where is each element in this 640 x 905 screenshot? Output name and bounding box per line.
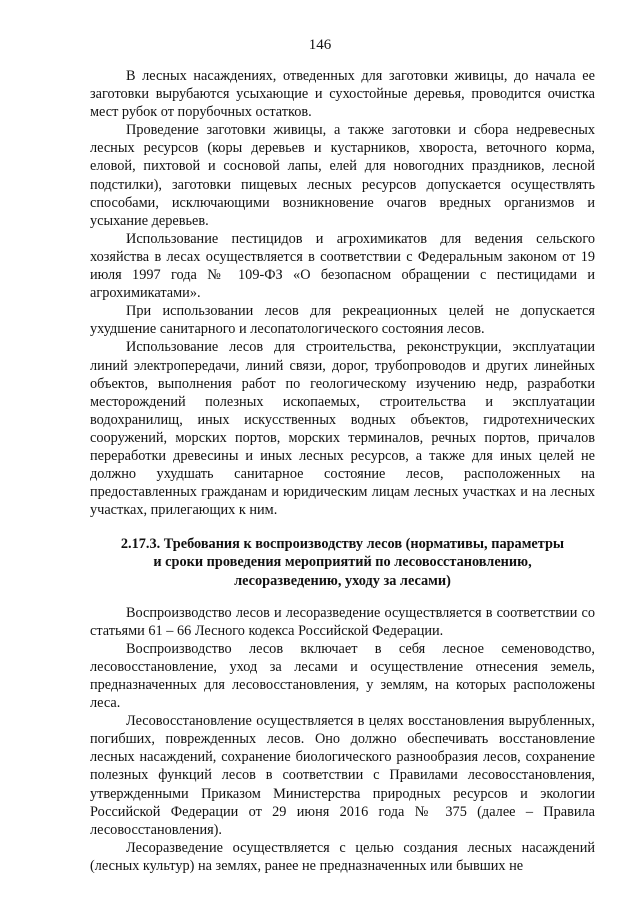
paragraph-recreation: При использовании лесов для рекреационных целей не допускается ухудшение санитарного и лесопатологического состояния лесов.	[90, 303, 595, 338]
paragraph-resin-harvest: В лесных насаждениях, отведенных для заготовки живицы, до начала ее заготовки вырубаются усыхающие и сухостойные деревья, проводится очистка мест рубок от порубочных остатков.	[90, 68, 595, 121]
body-text	[90, 67, 595, 875]
paragraph-non-timber-resources: Проведение заготовки живицы, а также заготовки и сбора недревесных лесных ресурсов (коры деревьев и кустарников, хвороста, веточного корма, еловой, пихтовой и сосновой лапы, елей для новогодних праздников, лесной подстилки), заготовки пищевых лесных ресурсов допускается осуществлять способами, исключающими возникновение очагов вредных организмов и усыхание деревьев.	[90, 122, 595, 229]
section-heading-line-3: лесоразведению, уходу за лесами)	[234, 572, 451, 589]
paragraph-construction: Использование лесов для строительства, реконструкции, эксплуатации линий электропередачи, линий связи, дорог, трубопроводов и других линейных объектов, выполнения работ по геологическому изучению недр, разработки месторождений полезных ископаемых, строительства и эксплуатации водохранилищ, иных искусственных водных объектов, гидротехнических сооружений, морских портов, морских терминалов, речных портов, причалов переработки древесины и иных лесных ресурсов, а также для иных целей не должно ухудшать санитарное состояние лесов, расположенных на предоставленных гражданам и юридическим лицам лесных участках и на лесных участках, прилегающих к ним.	[90, 339, 595, 519]
page-number: 146	[308, 37, 332, 53]
paragraph-pesticides: Использование пестицидов и агрохимикатов для ведения сельского хозяйства в лесах осуществляется в соответствии с Федеральным законом от 19 июля 1997 года № 109-ФЗ «О безопасном обращении с пестицидами и агрохимикатами».	[90, 230, 595, 302]
section-heading	[90, 535, 595, 589]
paragraph-reproduction-includes: Воспроизводство лесов включает в себя лесное семеноводство, лесовосстановление, уход за лесами и осуществление отнесения земель, предназначенных для лесовосстановления, у землям, на которых расположены леса.	[90, 640, 595, 712]
section-heading-line-1: 2.17.3. Требования к воспроизводству лесов (нормативы, параметры	[120, 536, 565, 553]
paragraph-afforestation: Лесоразведение осуществляется с целью создания лесных насаждений (лесных культур) на землях, ранее не предназначенных или бывших не	[90, 839, 595, 874]
section-heading-line-2: и сроки проведения мероприятий по лесовосстановлению,	[153, 554, 532, 571]
paragraph-reforestation: Лесовосстановление осуществляется в целях восстановления вырубленных, погибших, поврежденных лесов. Оно должно обеспечивать восстановление лесных насаждений, сохранение биологического разнообразия лесов, сохранение полезных функций лесов в соответствии с Правилами лесовосстановления, утвержденными Приказом Министерства природных ресурсов и экологии Российской Федерации от 29 июня 2016 года № 375 (далее – Правила лесовосстановления).	[90, 713, 595, 838]
paragraph-reproduction-basis: Воспроизводство лесов и лесоразведение осуществляется в соответствии со статьями 61 – 66 Лесного кодекса Российской Федерации.	[90, 604, 595, 639]
